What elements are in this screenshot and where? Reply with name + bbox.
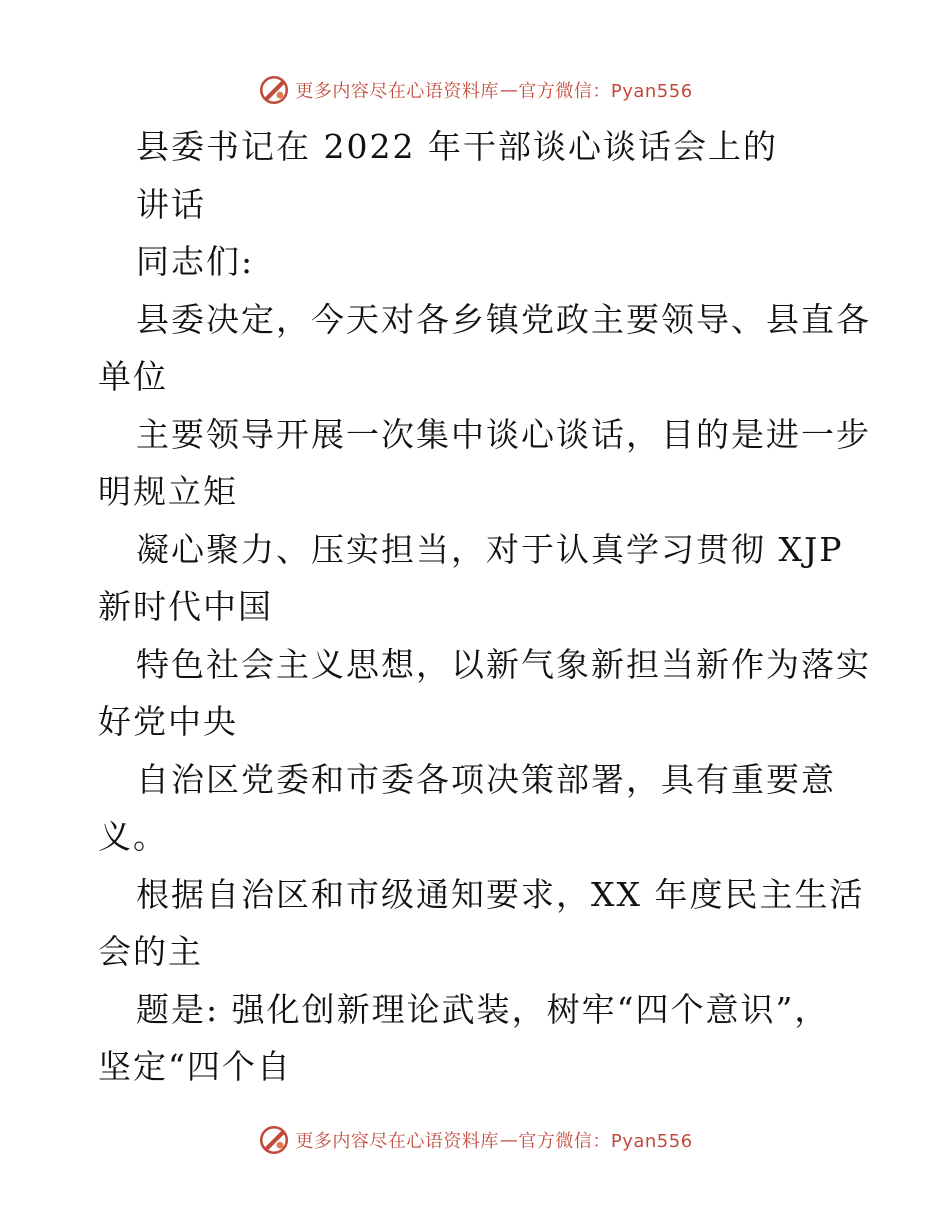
body-line: 明规立矩 [98,472,238,511]
body-line: 主要领导开展一次集中谈心谈话，目的是进一步 [136,414,871,454]
banner-wechat-text: 官方微信：Pyan556 [518,1131,693,1152]
body-line: 义。 [98,817,168,856]
body-line: 题是: 强化创新理论武装，树牢“四个意识”， [136,989,830,1029]
title-line-2: 讲话 [136,184,206,224]
banner-wechat-text: 官方微信：Pyan556 [518,81,693,102]
title-line-1: 县委书记在 2022 年干部谈心谈话会上的 [136,127,778,166]
banner-text: 更多内容尽在心语资料库 [295,81,499,102]
header-watermark-banner [0,70,950,110]
body-line: 新时代中国 [98,587,273,626]
body-line: 会的主 [98,932,203,971]
body-line: 根据自治区和市级通知要求，XX 年度民主生活 [136,874,865,914]
body-line: 凝心聚力、压实担当，对于认真学习贯彻 XJP [136,529,844,569]
body-line: 坚定“四个自 [98,1047,292,1086]
body-line: 好党中央 [98,702,238,741]
logo-icon [257,73,291,107]
body-line: 县委决定，今天对各乡镇党政主要领导、县直各 [136,299,871,339]
footer-watermark-banner [0,1120,950,1160]
banner-separator: — [499,1129,519,1151]
banner-text: 更多内容尽在心语资料库 [295,1131,499,1152]
body-line: 自治区党委和市委各项决策部署，具有重要意 [136,759,836,799]
document-body [98,118,871,1096]
body-line: 单位 [98,357,168,396]
banner-separator: — [499,79,519,101]
body-line: 特色社会主义思想，以新气象新担当新作为落实 [136,644,871,684]
salutation: 同志们: [136,242,255,281]
logo-icon [257,1123,291,1157]
